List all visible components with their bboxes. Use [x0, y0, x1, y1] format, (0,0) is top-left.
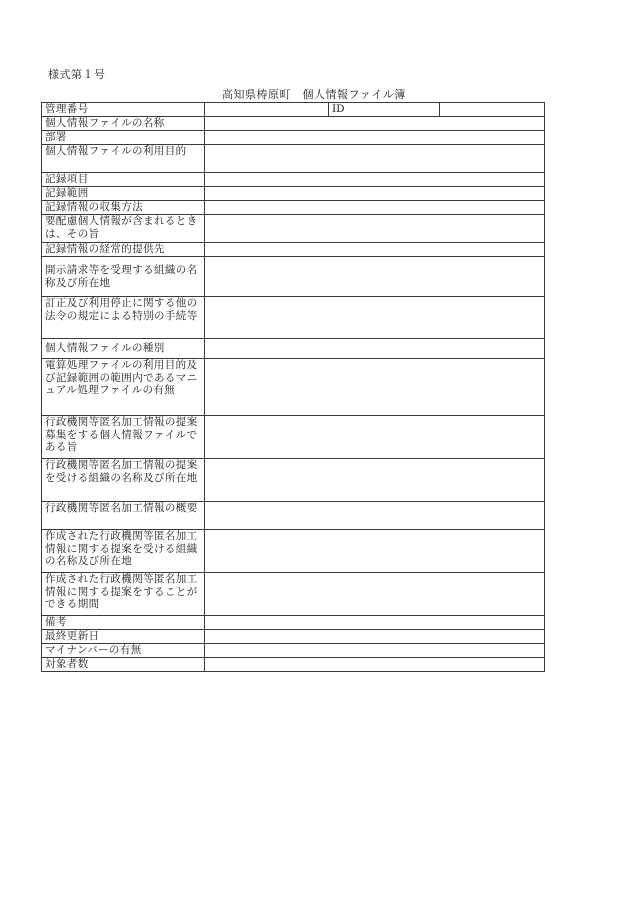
row-value-disclosure-office: [205, 257, 545, 297]
row-label-subject-count: 対象者数: [42, 658, 205, 672]
table-row: [42, 173, 545, 187]
row-value-purpose: [205, 145, 545, 173]
row-value-sensitive-info: [205, 215, 545, 243]
row-value-subject-count: [205, 658, 545, 672]
management-number-label: 管理番号: [42, 103, 205, 117]
row-value-record-scope: [205, 187, 545, 201]
row-label-anon-proposal-file: 行政機関等匿名加工情報の提案募集をする個人情報ファイルである旨: [42, 416, 205, 459]
form-number: 様式第１号: [48, 68, 106, 81]
row-label-file-type: 個人情報ファイルの種別: [42, 339, 205, 359]
row-label-regular-recipients: 記録情報の経常的提供先: [42, 243, 205, 257]
table-row: [42, 616, 545, 630]
row-label-department: 部署: [42, 131, 205, 145]
row-value-special-procedures: [205, 297, 545, 339]
table-row: [42, 644, 545, 658]
row-value-collection-method: [205, 201, 545, 215]
row-label-remarks: 備考: [42, 616, 205, 630]
table-row: [42, 131, 545, 145]
row-value-created-anon-office: [205, 530, 545, 573]
row-value-regular-recipients: [205, 243, 545, 257]
row-label-manual-file: 電算処理ファイルの利用目的及び記録範囲の範囲内であるマニュアル処理ファイルの有無: [42, 359, 205, 416]
row-value-anon-proposal-file: [205, 416, 545, 459]
personal-info-file-register-table: [41, 102, 545, 672]
management-number-value: [205, 103, 329, 117]
table-row: [42, 117, 545, 131]
row-label-created-anon-office: 作成された行政機関等匿名加工情報に関する提案を受ける組織の名称及び所在地: [42, 530, 205, 573]
table-row: [42, 459, 545, 502]
table-row: [42, 297, 545, 339]
id-value: [440, 103, 545, 117]
table-row: [42, 630, 545, 644]
table-row: [42, 201, 545, 215]
table-row: [42, 215, 545, 243]
table-row: [42, 530, 545, 573]
row-value-record-items: [205, 173, 545, 187]
row-value-proposal-period: [205, 573, 545, 616]
row-label-record-items: 記録項目: [42, 173, 205, 187]
row-value-remarks: [205, 616, 545, 630]
row-label-proposal-period: 作成された行政機関等匿名加工情報に関する提案をすることができる期間: [42, 573, 205, 616]
id-label: ID: [329, 103, 440, 117]
table-row: [42, 339, 545, 359]
document-title: 高知県梼原町 個人情報ファイル簿: [222, 88, 406, 101]
row-label-sensitive-info: 要配慮個人情報が含まれるときは、その旨: [42, 215, 205, 243]
row-label-last-updated: 最終更新日: [42, 630, 205, 644]
row-value-anon-proposal-office: [205, 459, 545, 502]
row-label-purpose: 個人情報ファイルの利用目的: [42, 145, 205, 173]
row-value-anon-overview: [205, 502, 545, 530]
row-label-file-name: 個人情報ファイルの名称: [42, 117, 205, 131]
table-row: [42, 573, 545, 616]
row-label-special-procedures: 訂正及び利用停止に関する他の法令の規定による特別の手続等: [42, 297, 205, 339]
table-row: [42, 187, 545, 201]
row-value-department: [205, 131, 545, 145]
table-row: [42, 257, 545, 297]
table-row: [42, 145, 545, 173]
table-row: [42, 359, 545, 416]
table-row: [42, 502, 545, 530]
row-value-my-number: [205, 644, 545, 658]
row-label-my-number: マイナンバーの有無: [42, 644, 205, 658]
row-label-anon-overview: 行政機関等匿名加工情報の概要: [42, 502, 205, 530]
row-label-collection-method: 記録情報の収集方法: [42, 201, 205, 215]
table-row: [42, 658, 545, 672]
row-value-manual-file: [205, 359, 545, 416]
table-row-management-number: [42, 103, 545, 117]
row-value-last-updated: [205, 630, 545, 644]
row-value-file-type: [205, 339, 545, 359]
row-label-record-scope: 記録範囲: [42, 187, 205, 201]
row-value-file-name: [205, 117, 545, 131]
row-label-anon-proposal-office: 行政機関等匿名加工情報の提案を受ける組織の名称及び所在地: [42, 459, 205, 502]
row-label-disclosure-office: 開示請求等を受理する組織の名称及び所在地: [42, 257, 205, 297]
table-row: [42, 416, 545, 459]
table-row: [42, 243, 545, 257]
